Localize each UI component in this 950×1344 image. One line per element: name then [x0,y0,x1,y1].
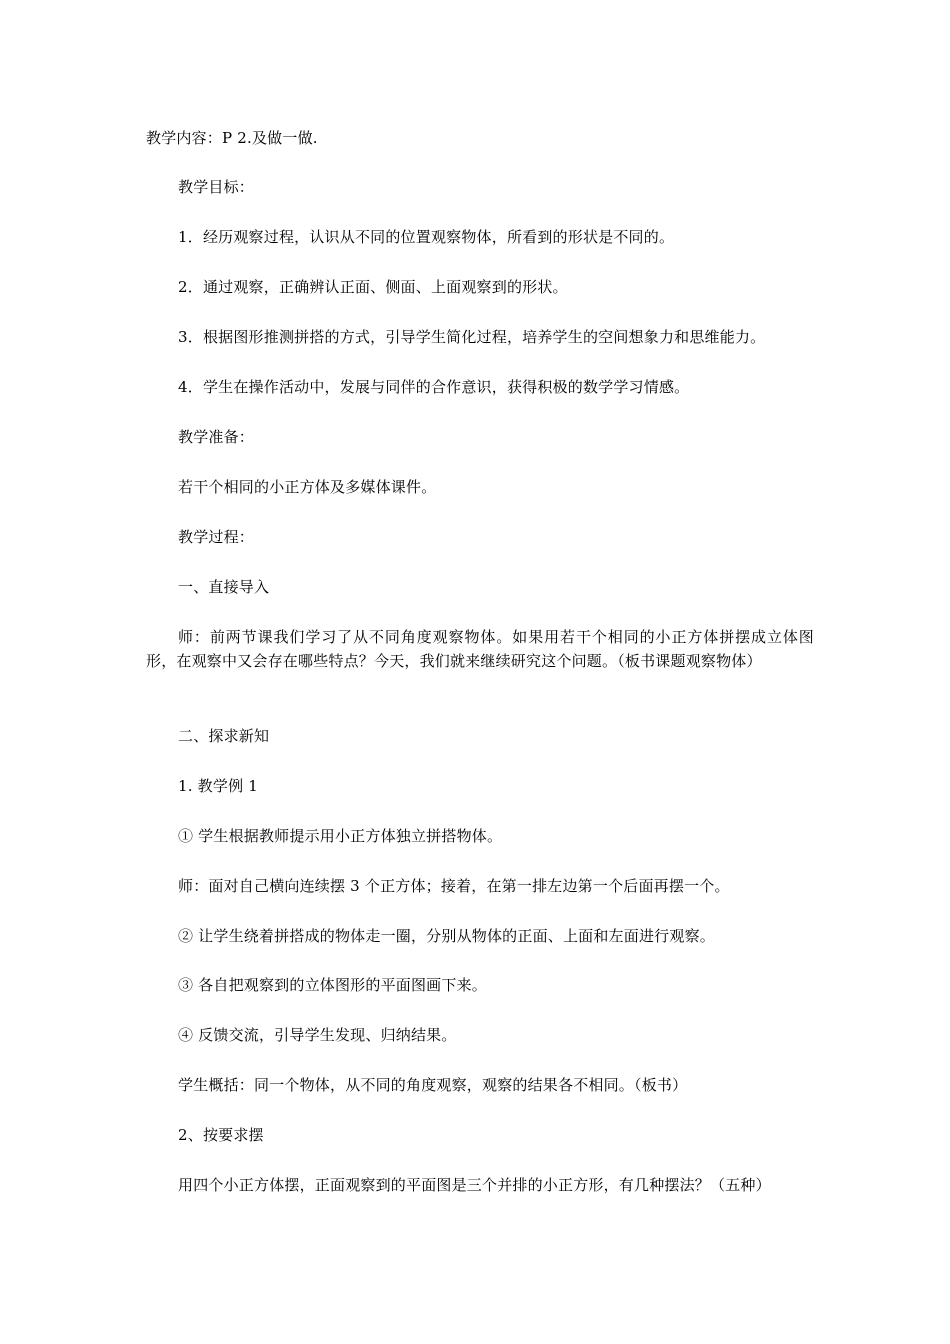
step-3-text: ③ 各自把观察到的立体图形的平面图画下来。 [178,976,487,994]
step-2-text: ② 让学生绕着拼搭成的物体走一圈，分别从物体的正面、上面和左面进行观察。 [178,927,715,945]
teaching-content-line: 教学内容：P 2.及做一做. [146,129,318,147]
teacher-instruction-text: 师：面对自己横向连续摆 3 个正方体；接着，在第一排左边第一个后面再摆一个。 [178,877,730,895]
section-heading-intro: 一、直接导入 [178,578,270,596]
preparation-text: 若干个相同的小正方体及多媒体课件。 [178,478,437,496]
student-summary-text: 学生概括：同一个物体，从不同的角度观察，观察的结果各不相同。（板书） [178,1076,688,1094]
step-4-text: ④ 反馈交流，引导学生发现、归纳结果。 [178,1026,457,1044]
goal-item-4: 4．学生在操作活动中，发展与同伴的合作意识，获得积极的数学学习情感。 [178,378,690,396]
step-1-text: ① 学生根据教师提示用小正方体独立拼搭物体。 [178,827,503,845]
teaching-goals-heading: 教学目标： [178,178,255,196]
teaching-preparation-heading: 教学准备： [178,428,255,446]
section-heading-explore: 二、探求新知 [178,727,270,745]
teaching-process-heading: 教学过程： [178,528,255,546]
goal-item-2: 2．通过观察，正确辨认正面、侧面、上面观察到的形状。 [178,278,568,296]
goal-item-3: 3．根据图形推测拼搭的方式，引导学生简化过程，培养学生的空间想象力和思维能力。 [178,328,766,346]
example-1-heading: 1. 教学例 1 [178,777,258,795]
arrange-question-paragraph: 用四个小正方体摆，正面观察到的平面图是三个并排的小正方形，有几种摆法？（五种） [178,1176,771,1194]
teacher-intro-paragraph: 师：前两节课我们学习了从不同角度观察物体。如果用若干个相同的小正方体拼摆成立体图形，在观察中又会存在哪些特点？今天，我们就来继续研究这个问题。（板书课题观察物体） [146,628,814,670]
goal-item-1: 1．经历观察过程，认识从不同的位置观察物体，所看到的形状是不同的。 [178,228,675,246]
arrange-heading: 2、按要求摆 [178,1126,264,1144]
